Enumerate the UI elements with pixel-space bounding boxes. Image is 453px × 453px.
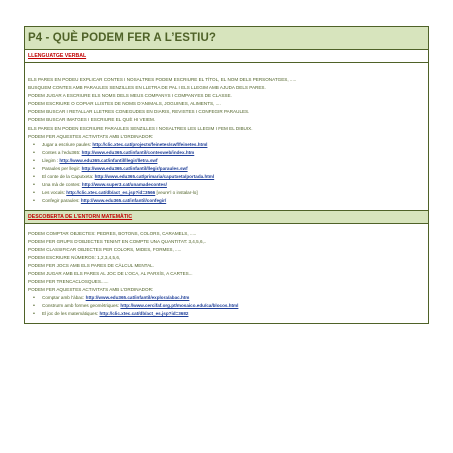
link-label: El joc de les matemàtiques: <box>42 311 100 317</box>
title-bar <box>24 26 429 49</box>
section-heading-math <box>24 210 429 224</box>
hyperlink[interactable]: http://www.edu365.cat/infantil/contesweb/index.htm <box>81 149 195 155</box>
text-line: PODEM JUGAR AMB ELS PARES AL JOC DE L’OCA, AL PARXÍS, A CARTES... <box>28 270 193 276</box>
text-line: PODEM FER TRENCACLOSQUES...... <box>28 279 109 285</box>
hyperlink[interactable]: http://www.edu365.cat/infantil/llegir/lletra.swf <box>59 157 158 163</box>
hyperlink[interactable]: http://www.super3.cat/unamadecontes/ <box>81 182 167 188</box>
link-label: Jugar a escriure paules: <box>42 141 93 147</box>
link-label: Llegim : <box>42 157 60 163</box>
link-list-item <box>42 173 425 181</box>
link-list-item <box>42 157 425 165</box>
text-line: PODEM FER GRUPS D’OBJECTES TENINT EN COMPTE UNA QUANTITAT: 3,4,5,6,.. <box>28 238 207 244</box>
text-line: PODEM CLASSIFICAR OBJECTES PER COLORS, MIDES, FORMES, ..... <box>28 246 182 252</box>
link-label: Una mà de contes: <box>42 182 82 188</box>
section-heading-math-text: DESCOBERTA DE L’ENTORN MATEMÀTIC <box>28 213 133 220</box>
link-list-item <box>42 302 425 310</box>
hyperlink[interactable]: http://www.cercifaf.org.pt/mosaico.edu/ca/blocos.html <box>120 303 239 309</box>
link-label: Contes a l’edu365: <box>42 149 82 155</box>
link-label: Confegir paraules: <box>42 198 81 204</box>
link-label: Comptar amb l’àbac: <box>42 295 86 301</box>
section-body-verbal <box>24 63 429 210</box>
link-list-item <box>42 165 425 173</box>
link-list-item <box>42 141 425 149</box>
link-list-item <box>42 197 425 205</box>
section-heading-verbal <box>24 49 429 63</box>
text-line: PODEM FER AQUESTES ACTIVITATS AMB L’ORDINADOR: <box>28 287 154 293</box>
text-line: PODEM ESCRIURE NÚMEROS: 1,2,3,4,5,6, <box>28 254 121 260</box>
text-line: ELS PARES EN PODEU EXPLICAR CONTES I NOSALTRES PODEM ESCRIURE EL TÍTOL, EL NOM DELS PERSONATGES, ..... <box>28 77 297 82</box>
link-suffix: [veure’l o instalar-lo] <box>155 190 198 196</box>
text-line: PODEM ESCRIURE O COPIAR LLISTES DE NOMS D’ANIMALS, JOGUINES, ALIMENTS, .... <box>28 101 221 107</box>
hyperlink[interactable]: http://www.edu365.cat/infantil/llegir/paraules.swf <box>81 166 188 172</box>
link-list-item <box>42 294 425 302</box>
section-verbal-lines <box>28 76 425 141</box>
hyperlink[interactable]: http://clic.xtec.cat/projects/feinetes/swf/feinetes.html <box>92 141 208 147</box>
hyperlink[interactable]: http://clic.xtec.cat/db/act_es.jsp?id=3682 <box>99 311 189 317</box>
hyperlink[interactable]: http://www.edu365.cat/infantil/explora/abac.htm <box>85 295 190 301</box>
page-title: P4 - QUÈ PODEM FER A L’ESTIU? <box>28 32 216 44</box>
text-line: ELS PARES EN PODEN ESCRIURE PARAULES SENZILLES I NOSALTRES LES LLEGIM I FEM EL DIBUIX. <box>28 125 253 131</box>
link-list-item <box>42 189 425 197</box>
link-list-item <box>42 310 425 318</box>
section-heading-verbal-text: LLENGUATGE VERBAL <box>28 53 87 59</box>
link-label: Paraules per llegir: <box>42 166 82 172</box>
table-bottom-border <box>24 323 429 324</box>
section-body-math <box>24 224 429 323</box>
hyperlink[interactable]: http://www.edu365.cat/primaria/caputxeta/portada.html <box>94 174 215 180</box>
text-line: PODEM FER AQUESTES ACTIVITATS AMB L’ORDINADOR: <box>28 133 154 139</box>
link-label: Construïm amb formes geomètriques: <box>42 303 121 309</box>
text-line: PODEM BUSCAR I RETALLAR LLETRES CONEGUDES EN DIARIS, REVISTES I CONFEGIR PARAULES. <box>28 109 250 115</box>
hyperlink[interactable]: http://clic.xtec.cat/db/act_es.jsp?id=3566 <box>66 190 156 196</box>
section-verbal-links <box>28 141 425 206</box>
link-label: Les vocals: <box>42 190 67 196</box>
text-line: BUSQUEM CONTES AMB PARAULES SENZILLES EN LLETRA DE PAL I ELS LLEGIM AMB AJUDA DELS PARES. <box>28 85 266 91</box>
text-line: PODEM BUSCAR IMATGES I ESCRIURE EL QUÈ HI VEIEM. <box>28 117 156 123</box>
text-line: PODEM JUGAR A ESCRIURE ELS NOMS DELS MEUS COMPANYS I COMPANYES DE CLASSE. <box>28 93 232 99</box>
link-list-item <box>42 149 425 157</box>
link-list-item <box>42 181 425 189</box>
hyperlink[interactable]: http://www.edu365.cat/infantil/confegir/ <box>80 198 167 204</box>
section-math-links <box>28 294 425 318</box>
text-line: PODEM COMPTAR OBJECTES: PEDRES, BOTONS, COLORS, CARAMELS, ..... <box>28 230 197 236</box>
link-label: El conte de la Caputxeta: <box>42 174 95 180</box>
section-math-lines <box>28 230 425 295</box>
document <box>24 26 429 324</box>
text-line: PODEM FER JOCS AMB ELS PARES DE CÀLCUL MENTAL. <box>28 262 155 268</box>
